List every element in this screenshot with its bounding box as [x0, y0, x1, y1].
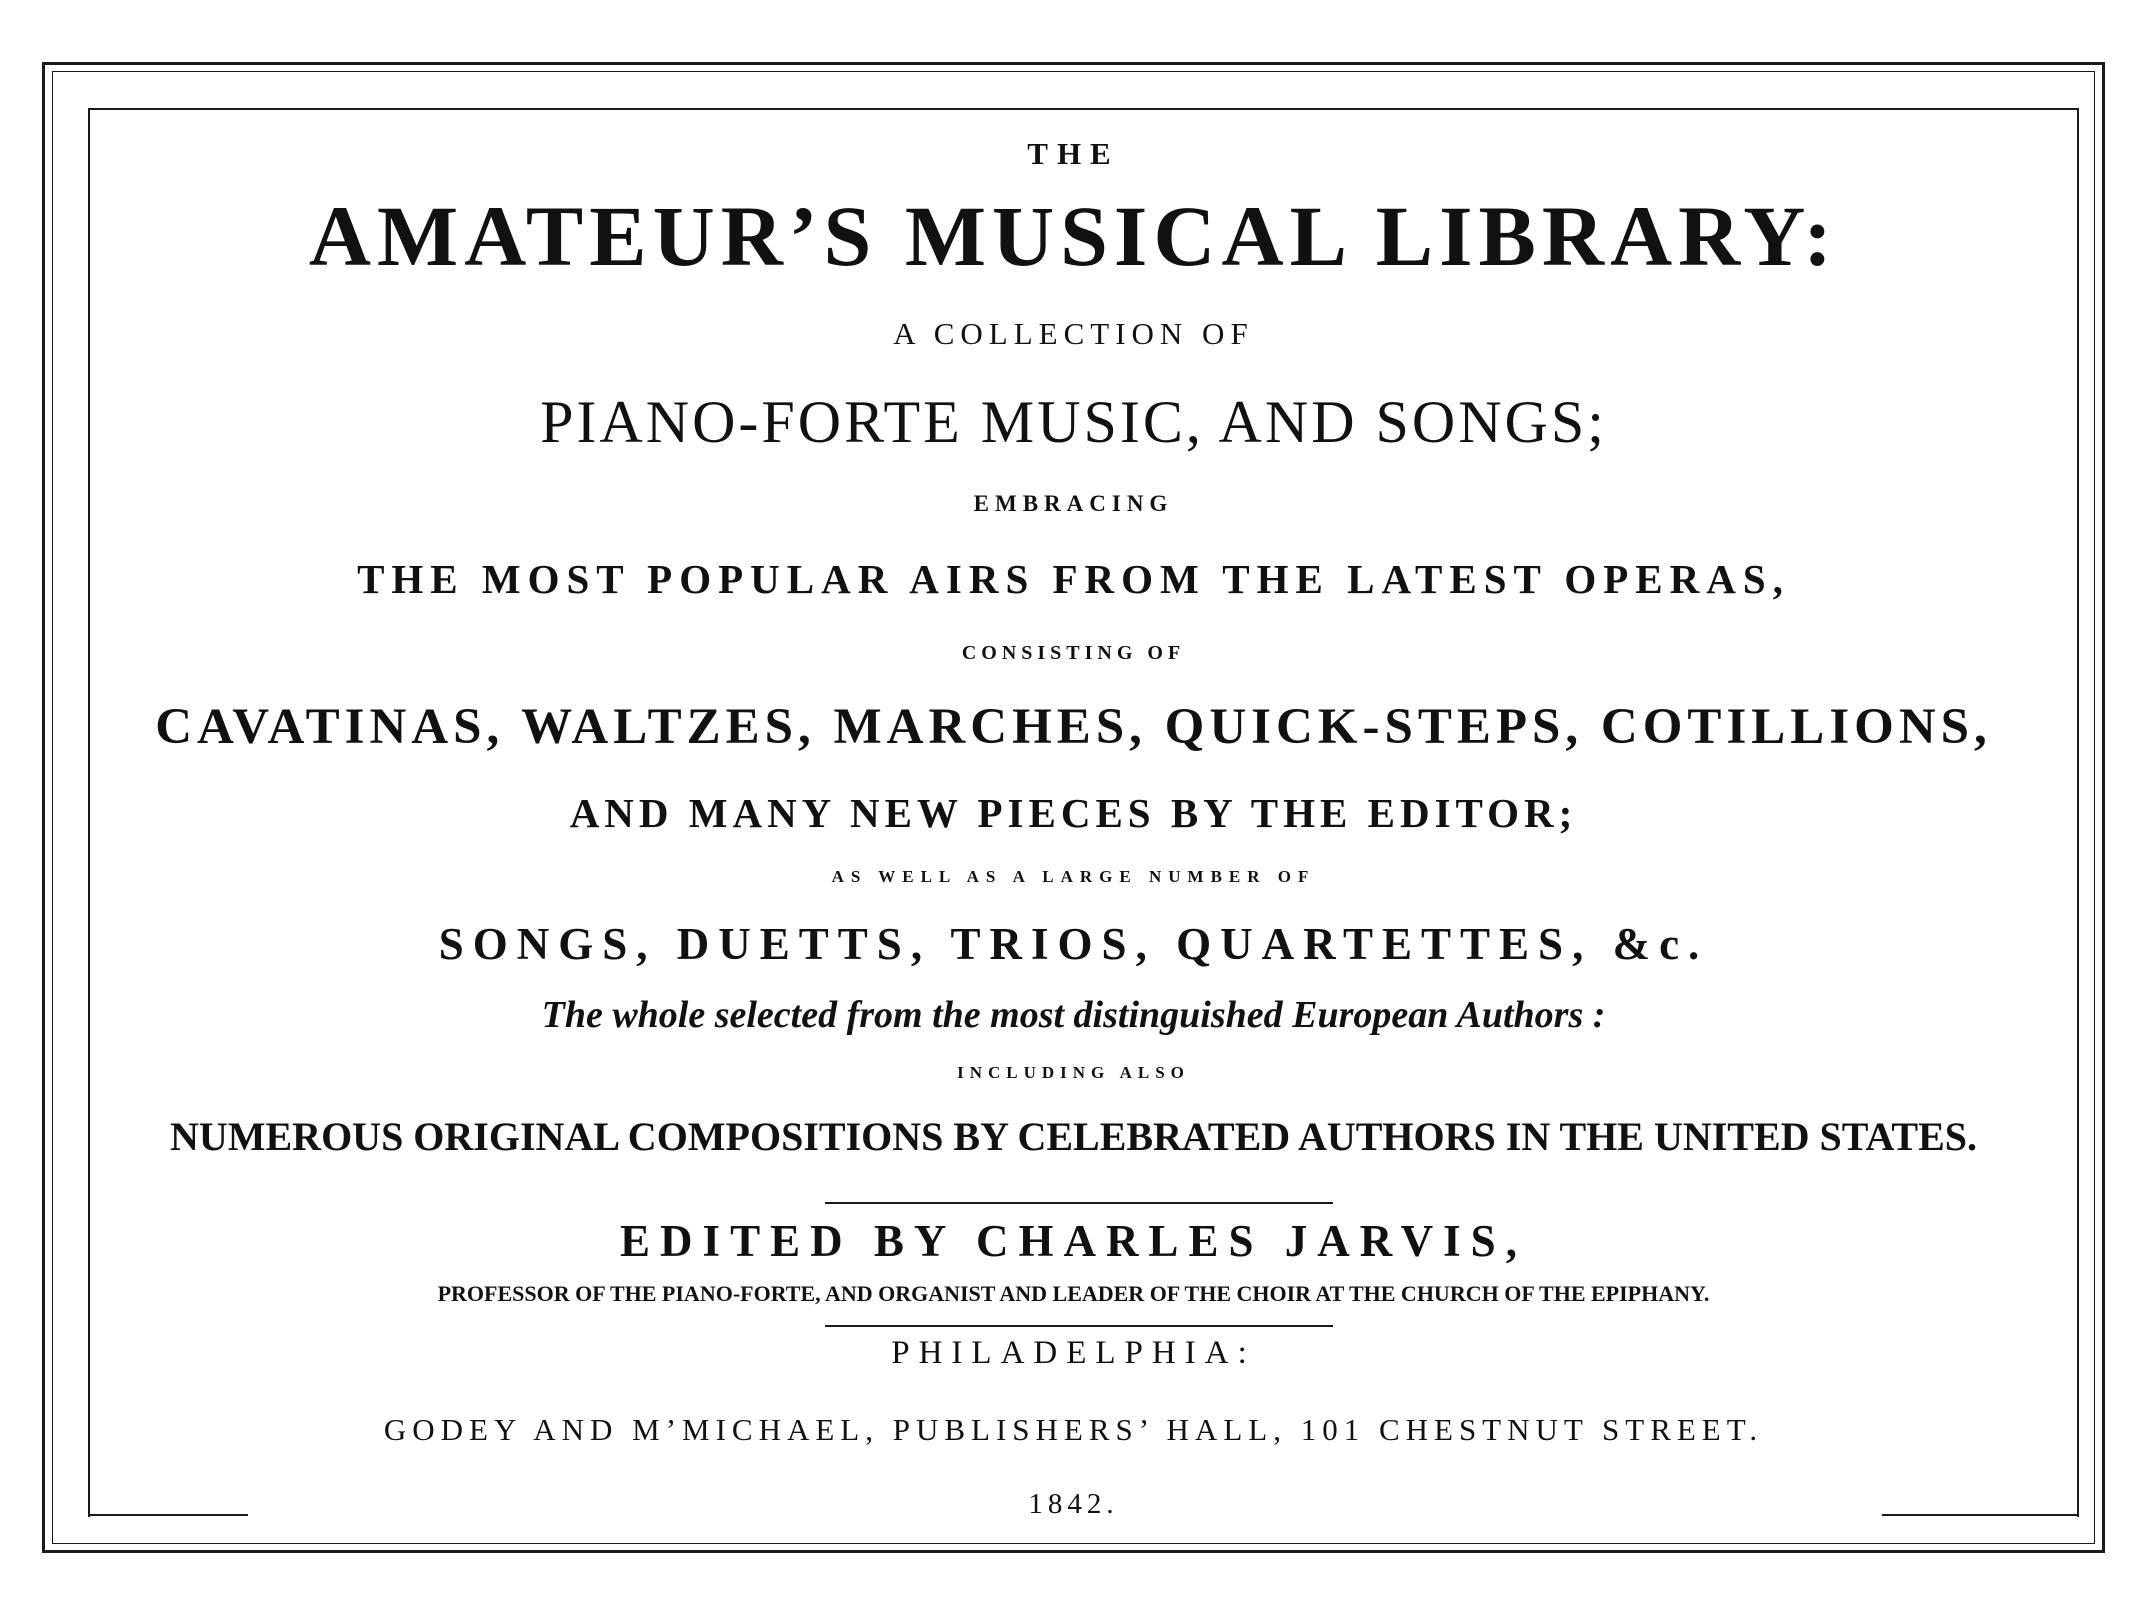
main-title: AMATEUR’S MUSICAL LIBRARY: — [308, 188, 1839, 284]
subtitle-numerous: NUMEROUS ORIGINAL COMPOSITIONS BY CELEBRATED AUTHORS IN THE UNITED STATES. — [169, 1114, 1978, 1159]
editor-line: EDITED BY CHARLES JARVIS, — [620, 1216, 1527, 1266]
divider-rule-bottom — [825, 1325, 1333, 1327]
editor-credentials: PROFESSOR OF THE PIANO-FORTE, AND ORGANIST AND LEADER OF THE CHOIR AT THE CHURCH OF THE EPIPHANY. — [437, 1281, 1710, 1306]
subtitle-popular-airs: THE MOST POPULAR AIRS FROM THE LATEST OPERAS, — [357, 556, 1790, 602]
subtitle-consisting-of: CONSISTING OF — [961, 642, 1186, 664]
subtitle-embracing: EMBRACING — [973, 491, 1174, 516]
imprint-publisher: GODEY AND M’MICHAEL, PUBLISHERS’ HALL, 101 CHESTNUT STREET. — [383, 1412, 1764, 1447]
subtitle-including-also: INCLUDING ALSO — [957, 1063, 1190, 1082]
imprint-city: PHILADELPHIA: — [891, 1335, 1256, 1371]
imprint-year: 1842. — [1028, 1488, 1119, 1520]
subtitle-new-pieces: AND MANY NEW PIECES BY THE EDITOR; — [569, 790, 1578, 836]
subtitle-songs: SONGS, DUETTS, TRIOS, QUARTETTES, &c. — [438, 919, 1709, 969]
subtitle-cavatinas: CAVATINAS, WALTZES, MARCHES, QUICK-STEPS, COTILLIONS, — [155, 699, 1992, 755]
subtitle-collection-of: A COLLECTION OF — [893, 316, 1254, 351]
title-the: THE — [1027, 136, 1120, 171]
subtitle-whole-selected: The whole selected from the most distinguished European Authors : — [541, 994, 1606, 1036]
subtitle-pianoforte: PIANO-FORTE MUSIC, AND SONGS; — [540, 389, 1607, 455]
divider-rule-top — [825, 1202, 1333, 1204]
subtitle-as-well-as: AS WELL AS A LARGE NUMBER OF — [831, 867, 1316, 886]
